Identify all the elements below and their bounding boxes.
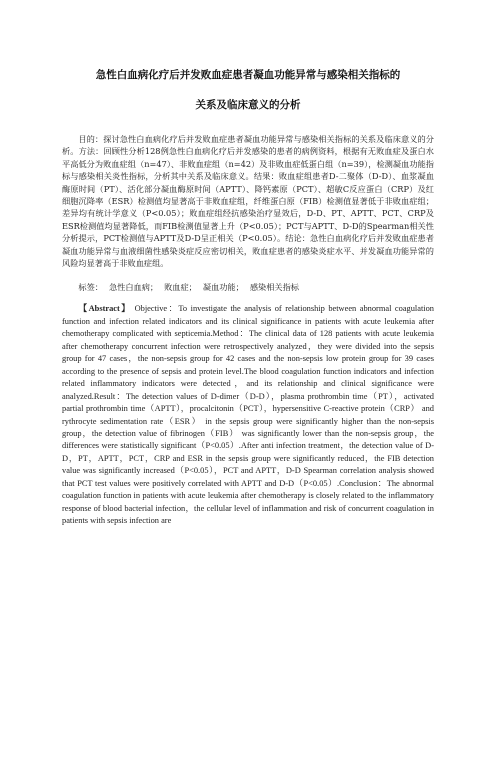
english-abstract-label: 【Abstract】 — [78, 304, 132, 314]
title-line-2: 关系及临床意义的分析 — [195, 99, 301, 111]
english-abstract-text: Objective：To investigate the analysis of relationship between abnormal coagulation function and infection related indicators and its clinical significance in patients with acute leukemia after chemotherapy complicated with septicemia.Method：The clinical data of 128 patients with acute leukemia after chemotherapy concurrent infection were retrospectively analyzed，they were divided into the sepsis group for 47 cases，the non-sepsis group for 42 cases and the non-sepsis low protein group for 39 cases according to the presence of sepsis and protein level.The blood coagulation function indicators and infection related inflammatory indicators were detected，and its relationship and clinical significance were analyzed.Result：The detection values of D-dimer（D-D），plasma prothrombin time（PT），activated partial prothrombin time（APTT），procalcitonin（PCT），hypersensitive C-reactive protein（CRP） and rythrocyte sedimentation rate（ESR） in the sepsis group were significantly higher than the non-sepsis group，the detection value of fibrinogen（FIB） was significantly lower than the non-sepsis group，the differences were statistically significant（P<0.05）.After anti infection treatment，the detection value of D-D，PT，APTT，PCT，CRP and ESR in the sepsis group were significantly reduced，the FIB detection value was significantly increased（P<0.05），PCT and APTT，D-D Spearman correlation analysis showed that PCT test values were positively correlated with APTT and D-D（P<0.05）.Conclusion：The abnormal coagulation function in patients with acute leukemia after chemotherapy is closely related to the inflammatory response of blood bacterial infection，the cellular level of inflammation and risk of concurrent coagulation in patients with sepsis infection are — [62, 304, 434, 526]
chinese-abstract: 目的：探讨急性白血病化疗后并发败血症患者凝血功能异常与感染相关指标的关系及临床意义的分析。方法：回顾性分析128例急性白血病化疗后并发感染的患者的病例资料，根据有无败血症及蛋白水平高低分为败血症组（n=47）、非败血症组（n=42）及非败血症低蛋白组（n=39），检测凝血功能指标与感染相关炎性指标，分析其中关系及临床意义。结果：败血症组患者D-二聚体（D-D）、血浆凝血酶原时间（PT）、活化部分凝血酶原时间（APTT）、降钙素原（PCT）、超敏C反应蛋白（CRP）及红细胞沉降率（ESR）检测值均显著高于非败血症组，纤维蛋白原（FIB）检测值显著低于非败血症组；差异均有统计学意义（P<0.05）；败血症组经抗感染治疗显效后，D-D、PT、APTT、PCT、CRP及ESR检测值均显著降低，而FIB检测值显著上升（P<0.05）；PCT与APTT、D-D的Spearman相关性分析提示，PCT检测值与APTT及D-D呈正相关（P<0.05）。结论：急性白血病化疗后并发败血症患者凝血功能异常与血液细菌性感染炎症反应密切相关，败血症患者的感染炎症水平、并发凝血功能异常的风险均显著高于非败血症组。 — [62, 134, 434, 269]
title-line-1: 急性白血病化疗后并发败血症患者凝血功能异常与感染相关指标的 — [95, 69, 401, 81]
keyword-1: 急性白血病； — [108, 282, 159, 293]
keyword-2: 败血症； — [164, 282, 197, 293]
keywords-label: 标签： — [78, 282, 103, 293]
keyword-4: 感染相关指标 — [249, 282, 299, 293]
document-page — [0, 60, 496, 762]
english-abstract — [62, 303, 434, 527]
paper-title — [62, 60, 434, 120]
keyword-3: 凝血功能； — [202, 282, 244, 293]
keywords-line — [62, 281, 434, 293]
